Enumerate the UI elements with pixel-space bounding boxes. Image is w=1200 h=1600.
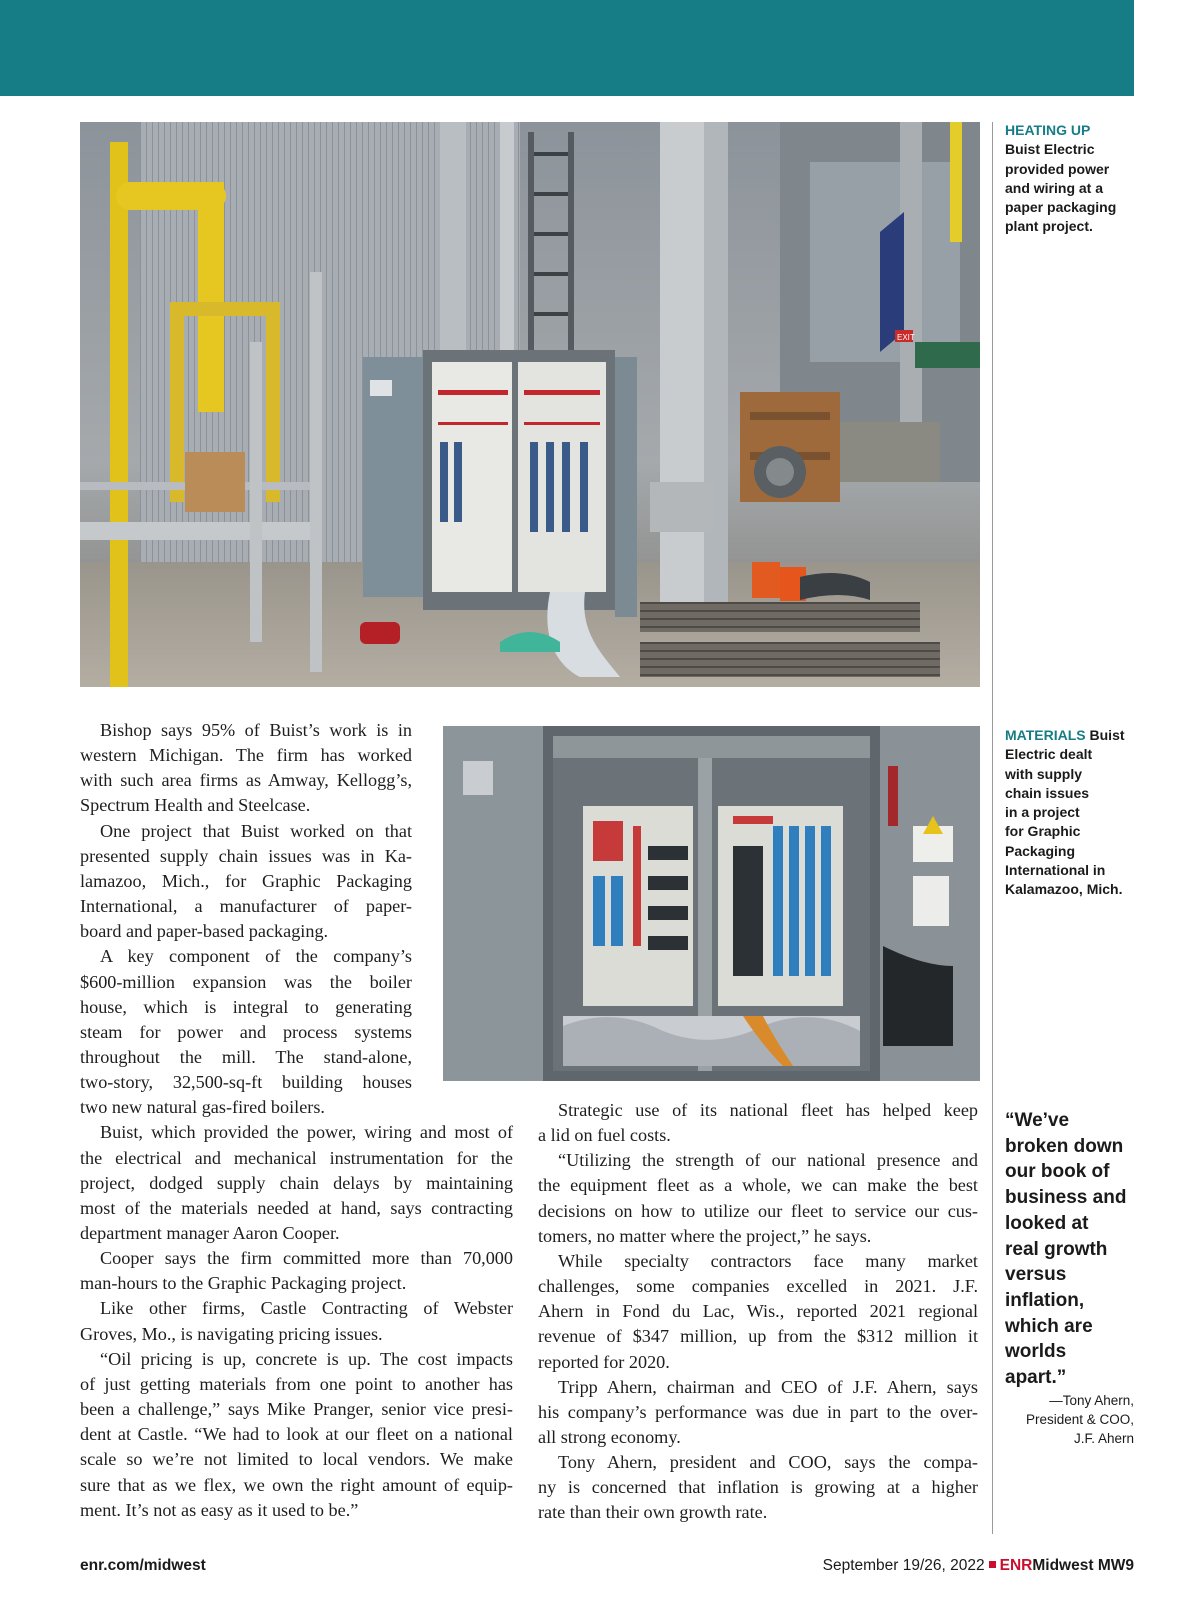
body-text-line: scale so we’re not limited to local vendors. We make [80, 1449, 513, 1470]
caption-line: chain issues [1005, 784, 1090, 801]
body-text-line: Strategic use of its national fleet has helped keep [558, 1100, 978, 1120]
pull-quote-line: looked at [1005, 1212, 1089, 1234]
body-text-line: man-hours to the Graphic Packaging project. [80, 1273, 407, 1294]
body-text-line: house, which is integral to generating [80, 996, 412, 1017]
body-text-line: Ahern in Fond du Lac, Wis., reported 2021 regional [538, 1301, 978, 1322]
body-text-line: Groves, Mo., is navigating pricing issues. [80, 1323, 383, 1344]
caption-line: plant project. [1005, 218, 1093, 235]
body-text-line: challenges, some companies excelled in 2021. J.F. [538, 1276, 978, 1297]
attribution-line: President & COO, [1025, 1412, 1134, 1427]
body-text-line: Spectrum Health and Steelcase. [80, 795, 311, 816]
body-text-line: the electrical and mechanical instrumentation for the [80, 1147, 513, 1168]
body-text-line: presented supply chain issues was in Ka- [80, 845, 412, 866]
pull-quote-attribution [1000, 1391, 1134, 1448]
footer-date: September 19/26, 2022 [822, 1557, 985, 1574]
footer-folio [823, 1557, 1134, 1575]
body-text-line: been a challenge,” says Mike Pranger, senior vice presi- [80, 1399, 513, 1420]
body-text-line: rate than their own growth rate. [538, 1502, 768, 1523]
body-text-line: his company’s performance was due in part to the over- [538, 1401, 978, 1422]
body-text-line: two new natural gas-fired boilers. [80, 1097, 325, 1118]
boiler-house-photo [80, 122, 980, 687]
body-text-line: with such area firms as Amway, Kellogg’s, [80, 770, 412, 791]
body-text-line: Like other firms, Castle Contracting of Webster [100, 1298, 513, 1319]
footer-brand-suffix: Midwest [1032, 1557, 1094, 1574]
body-text-line: most of the materials needed at hand, says contracting [80, 1197, 513, 1218]
body-text-line: sure that as we flex, we own the right amount of equip- [80, 1474, 513, 1495]
footer-page-number: MW9 [1093, 1557, 1134, 1574]
body-text-line: project, dodged supply chain delays by maintaining [80, 1172, 513, 1193]
attribution-line: J.F. Ahern [1073, 1431, 1134, 1446]
pull-quote-line: versus [1005, 1264, 1067, 1286]
body-text-line: Tony Ahern, president and COO, says the compa- [558, 1452, 978, 1473]
header-color-band [0, 0, 1134, 96]
exit-sign-text: EXIT [897, 333, 915, 342]
body-text-line: the equipment fleet as a whole, we can make the best [538, 1175, 978, 1196]
pull-quote-line: real growth [1005, 1238, 1108, 1260]
pull-quote-line: which are [1005, 1315, 1093, 1337]
pull-quote [1005, 1108, 1145, 1391]
body-text-line: tomers, no matter where the project,” he says. [538, 1225, 872, 1246]
body-text-line: of just getting materials from one point to another has [80, 1373, 513, 1394]
body-text-line: ment. It’s not as easy as it used to be.” [80, 1499, 359, 1520]
caption-line: in a project [1005, 804, 1080, 821]
body-text-line: a lid on fuel costs. [538, 1125, 671, 1146]
body-text-line: Buist, which provided the power, wiring and most of [100, 1122, 513, 1143]
body-text-line: reported for 2020. [538, 1351, 670, 1372]
pull-quote-line: broken down [1005, 1135, 1124, 1157]
body-text-line: dent at Castle. “We had to look at our fleet on a national [80, 1424, 513, 1445]
body-text-line: Tripp Ahern, chairman and CEO of J.F. Ahern, says [558, 1376, 978, 1397]
pull-quote-line: our book of [1005, 1161, 1110, 1183]
body-text-line: “Utilizing the strength of our national presence and [558, 1150, 978, 1171]
body-text-line: A key component of the company’s [100, 946, 412, 967]
body-text-line: two-story, 32,500-sq-ft building houses [80, 1072, 412, 1093]
caption-kicker: MATERIALS [1005, 727, 1086, 743]
photo-caption-heating-up [1005, 121, 1145, 237]
body-text-line: International, a manufacturer of paper- [80, 896, 412, 917]
body-text-line: “Oil pricing is up, concrete is up. The cost impacts [100, 1348, 513, 1369]
body-text-line: department manager Aaron Cooper. [80, 1223, 340, 1243]
caption-line: for Graphic [1005, 823, 1081, 840]
body-text-line: While specialty contractors face many market [558, 1250, 978, 1271]
body-text-line: Bishop says 95% of Buist’s work is in [100, 720, 412, 740]
footer-brand: ENR [999, 1557, 1033, 1574]
caption-line: International in [1005, 862, 1106, 879]
body-text-line: revenue of $347 million, up from the $312 million it [538, 1326, 978, 1347]
caption-line: Buist [1085, 727, 1125, 743]
caption-line: with supply [1005, 765, 1082, 782]
footer-url: enr.com/midwest [80, 1557, 206, 1574]
body-text-line: western Michigan. The firm has worked [80, 745, 412, 766]
caption-line: paper packaging [1005, 199, 1117, 216]
column-divider [992, 122, 993, 1534]
pull-quote-line: inflation, [1005, 1289, 1085, 1311]
control-panel-photo [443, 726, 980, 1081]
caption-line: Electric dealt [1005, 746, 1093, 763]
pull-quote-line: worlds [1005, 1341, 1067, 1363]
caption-line: Kalamazoo, Mich. [1005, 881, 1123, 898]
body-text-line: ny is concerned that inflation is growing at a higher [538, 1477, 978, 1498]
body-text-line: One project that Buist worked on that [100, 820, 412, 841]
body-text-line: decisions on how to utilize our fleet to service our cus- [538, 1200, 978, 1221]
photo-caption-materials [1005, 726, 1145, 900]
attribution-line: —Tony Ahern, [1049, 1393, 1134, 1408]
body-text-line: steam for power and process systems [80, 1021, 412, 1042]
caption-line: Buist Electric [1005, 141, 1095, 158]
body-text-line: $600-million expansion was the boiler [80, 971, 412, 992]
body-text-line: throughout the mill. The stand-alone, [80, 1046, 412, 1067]
body-text-line: all strong economy. [538, 1426, 681, 1447]
folio-square-icon [989, 1561, 996, 1568]
body-text-line: Cooper says the firm committed more than 70,000 [100, 1248, 513, 1269]
caption-kicker: HEATING UP [1005, 122, 1091, 138]
pull-quote-line: business and [1005, 1187, 1127, 1209]
caption-line: provided power [1005, 160, 1110, 177]
body-text-line: board and paper-based packaging. [80, 921, 329, 942]
pull-quote-line: apart.” [1005, 1367, 1067, 1389]
caption-line: and wiring at a [1005, 179, 1104, 196]
caption-line: Packaging [1005, 842, 1076, 859]
body-text-line: lamazoo, Mich., for Graphic Packaging [80, 870, 412, 891]
pull-quote-line: “We’ve [1005, 1110, 1070, 1131]
